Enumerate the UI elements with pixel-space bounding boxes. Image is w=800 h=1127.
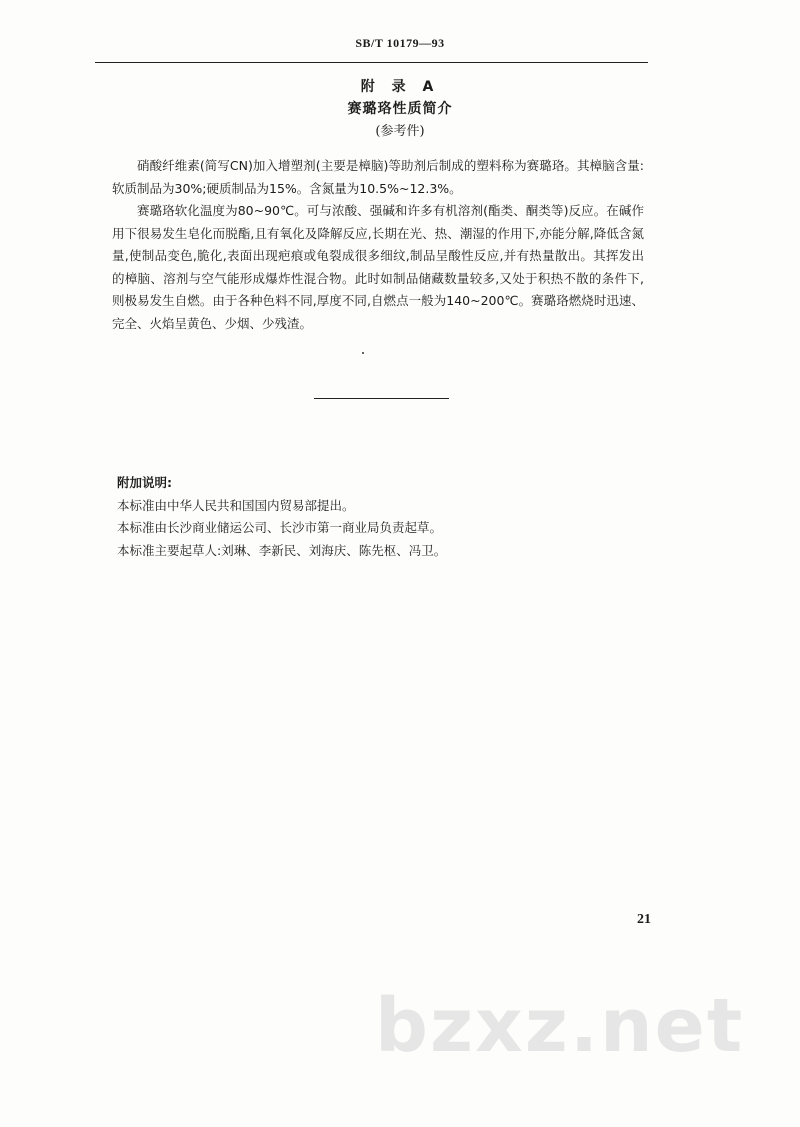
appendix-note: (参考件): [375, 124, 425, 139]
additional-note-line: 本标准由中华人民共和国国内贸易部提出。: [117, 497, 355, 513]
scan-speck: [362, 352, 364, 354]
body-paragraph: 赛璐珞软化温度为80~90℃。可与浓酸、强碱和许多有机溶剂(酯类、酮类等)反应。在碱作用下很易发生皂化而脱酯,且有氧化及降解反应,长期在光、热、潮湿的作用下,亦能分解,降低含氮量,使制品变色,脆化,表面出现疤痕或龟裂成很多细纹,制品呈酸性反应,并有热量散出。其挥发出的樟脑、溶剂与空气能形成爆炸性混合物。此时如制品储藏数量较多,又处于积热不散的条件下,则极易发生自燃。由于各种色料不同,厚度不同,自燃点一般为140~200℃。赛璐珞燃烧时迅速、完全、火焰呈黄色、少烟、少残渣。: [112, 203, 644, 331]
watermark: bzxz.net: [375, 983, 745, 1069]
additional-note-line: 本标准由长沙商业储运公司、长沙市第一商业局负责起草。: [117, 520, 443, 535]
appendix-body: [112, 155, 644, 335]
document-code: SB/T 10179—93: [355, 36, 445, 50]
additional-notes: [117, 472, 637, 562]
end-rule: [314, 398, 449, 399]
header-rule: [95, 62, 648, 63]
body-paragraph: 硝酸纤维素(简写CN)加入增塑剂(主要是樟脑)等助剂后制成的塑料称为赛璐珞。其樟脑含量:软质制品为30%;硬质制品为15%。含氮量为10.5%~12.3%。: [112, 158, 644, 196]
appendix-subtitle: 赛璐珞性质简介: [347, 101, 453, 117]
appendix-title: 附 录 A: [360, 79, 440, 95]
page-number: 21: [637, 912, 651, 927]
additional-note-line: 本标准主要起草人:刘琳、李新民、刘海庆、陈先枢、冯卫。: [117, 542, 447, 558]
additional-notes-title: 附加说明:: [117, 475, 172, 490]
